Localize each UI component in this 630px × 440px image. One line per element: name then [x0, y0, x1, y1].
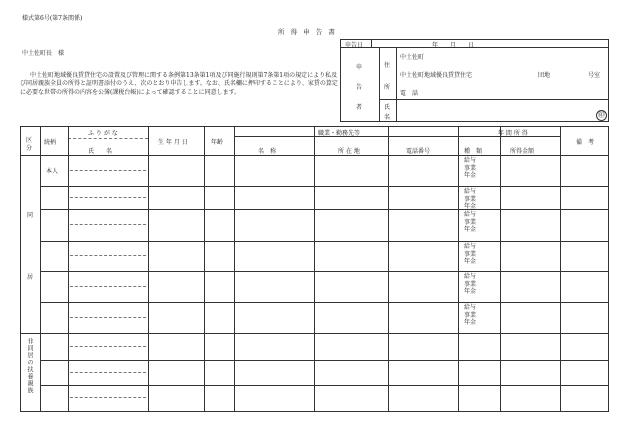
income-type-labels: 給与 事業 年金 [464, 157, 477, 179]
grid-line [204, 126, 205, 411]
grid-line [40, 385, 608, 386]
header-birthdate: 生 年 月 日 [158, 139, 188, 146]
header-occupation: 職業・勤務先等 [318, 130, 361, 137]
seal-mark: ㊞ [598, 111, 605, 119]
income-type-labels: 給与 事業 年金 [464, 211, 477, 233]
address-block-label: 団地 [538, 72, 551, 79]
header-meisho: 名 称 [258, 148, 277, 155]
non-dokyo-label: 非同居の扶養親族 [26, 338, 33, 394]
header-income: 年 間 所 得 [498, 130, 528, 137]
grid-line [40, 241, 608, 242]
declarant-char: 者 [356, 104, 363, 111]
declaration-date-value[interactable]: 年 月 日 [432, 42, 475, 49]
grid-line [234, 126, 235, 411]
grid-line [388, 126, 389, 411]
grid-line [68, 126, 69, 411]
recipient: 中土佐町長 様 [22, 50, 65, 57]
header-shimei: 氏 名 [88, 148, 113, 155]
furigana-divider [70, 224, 146, 225]
header-zokugara: 続柄 [44, 139, 57, 146]
header-amount: 所得金額 [510, 148, 535, 155]
grid-line [560, 126, 561, 411]
grid-line [314, 126, 315, 411]
grid-line [40, 271, 608, 272]
dokyo-label-char: 居 [27, 274, 34, 281]
grid-line [500, 126, 501, 411]
address-room-label: 号室 [588, 72, 601, 79]
header-shurui: 種 類 [464, 148, 483, 155]
grid-line [40, 186, 608, 187]
grid-line [40, 360, 608, 361]
grid-line [40, 302, 608, 303]
phone-label: 電 話 [400, 90, 419, 97]
furigana-divider [70, 317, 146, 318]
declaration-date-label: 申告日 [345, 42, 364, 49]
dokyo-label-char: 同 [27, 212, 34, 219]
grid-line [40, 126, 41, 411]
furigana-divider [70, 170, 146, 171]
header-age: 年齢 [211, 139, 224, 146]
furigana-divider [70, 197, 146, 198]
grid-line [20, 411, 609, 412]
address-town: 中土佐町 [400, 54, 425, 61]
grid-line [458, 126, 459, 411]
furigana-divider [70, 397, 146, 398]
honnin-label: 本人 [46, 168, 59, 175]
furigana-divider [70, 286, 146, 287]
income-type-labels: 給与 事業 年金 [464, 273, 477, 295]
header-furigana: ふ り が な [88, 130, 118, 137]
header-shozaichi: 所 在 地 [338, 148, 360, 155]
furigana-divider [68, 138, 148, 139]
form-title: 所 得 申 告 書 [278, 28, 337, 36]
income-type-labels: 給与 事業 年金 [464, 304, 477, 326]
header-phone: 電話番号 [406, 148, 431, 155]
furigana-divider [70, 346, 146, 347]
name-label-char: 氏 [384, 104, 391, 111]
address-housing: 中土佐町地域優良賃貸住宅 [400, 72, 473, 79]
income-type-labels: 給与 事業 年金 [464, 188, 477, 210]
address-label-char: 住 [384, 62, 391, 69]
header-kubun: 区分 [26, 137, 33, 152]
furigana-divider [70, 372, 146, 373]
income-type-labels: 給与 事業 年金 [464, 243, 477, 265]
grid-line [148, 126, 149, 411]
furigana-divider [70, 255, 146, 256]
header-biko: 備 考 [576, 139, 595, 146]
declaration-paragraph: 中土佐町地域優良賃貸住宅の設置及び管理に関する条例第13条第1項及び同施行規則第7条第1項の規定により私及び同居親族全員の所得と証明書添付のうえ、次のとおり申告します。なお、氏名欄に押印することにより、家賃の算定に必要な世帯の所得の内容を公簿(課税台帳)によって確認することに同意します。 [20, 72, 338, 96]
grid-line [608, 126, 609, 411]
grid-line [40, 209, 608, 210]
form-number: 様式第6号(第7条関係) [22, 15, 83, 22]
declarant-char: 告 [356, 84, 363, 91]
grid-line [20, 126, 21, 411]
grid-line [20, 333, 608, 334]
declarant-char: 申 [356, 64, 363, 71]
address-label-char: 所 [384, 84, 391, 91]
name-label-char: 名 [384, 114, 391, 121]
